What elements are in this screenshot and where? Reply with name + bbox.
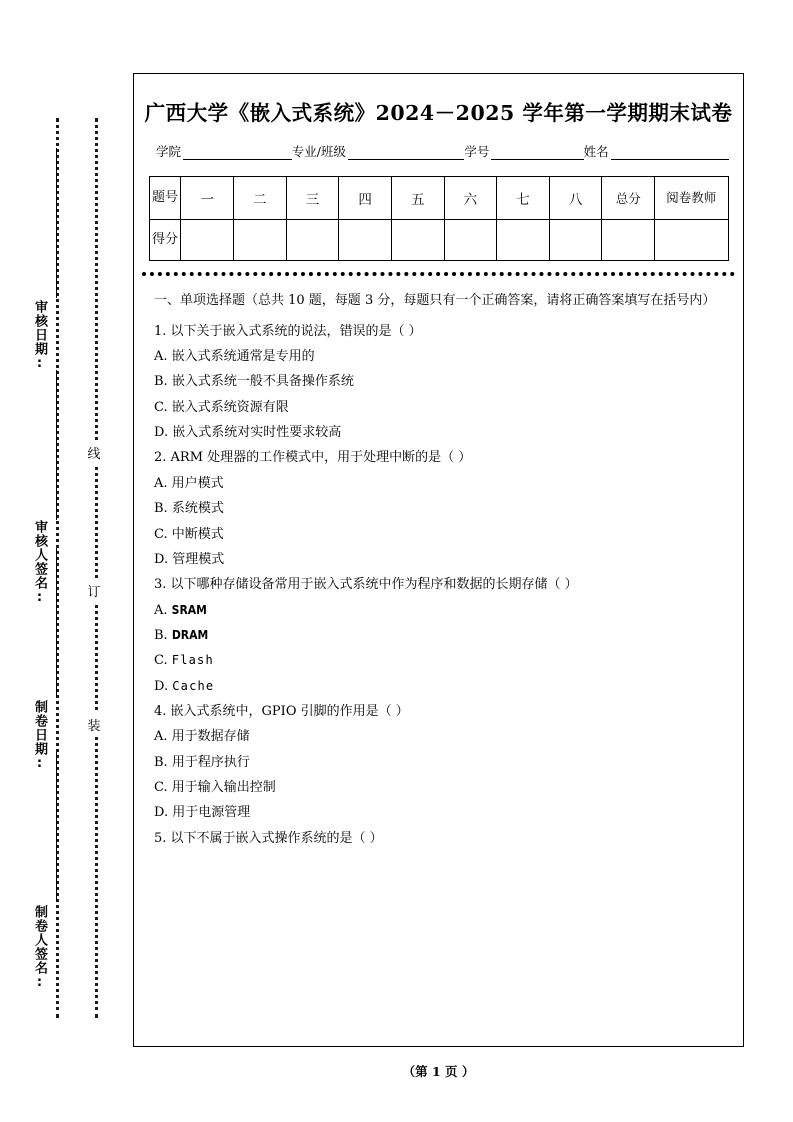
question-4-option-a[interactable] <box>154 724 723 749</box>
question-4-option-c[interactable] <box>154 775 723 800</box>
option-text: 用于程序执行 <box>171 754 250 770</box>
option-tag: A. <box>154 475 168 491</box>
field-label-name: 姓名 <box>583 144 609 159</box>
question-2 <box>154 445 723 470</box>
score-cell-1[interactable] <box>181 220 234 261</box>
option-text: 嵌入式系统一般不具备操作系统 <box>171 374 354 390</box>
question-4-text: 嵌入式系统中，GPIO 引脚的作用是（ ） <box>170 703 409 719</box>
field-input-college[interactable] <box>183 146 292 160</box>
score-table-rowhead-question: 题号 <box>149 177 181 220</box>
question-1-number: 1. <box>154 323 167 339</box>
score-cell-3[interactable] <box>286 220 339 261</box>
question-5 <box>154 826 723 851</box>
score-col-total: 总分 <box>602 177 655 220</box>
option-text: DRAM <box>171 627 209 642</box>
score-cell-teacher[interactable] <box>655 220 728 261</box>
score-col-3: 三 <box>286 177 339 220</box>
question-1-option-a[interactable] <box>154 344 723 369</box>
option-text: 嵌入式系统对实时性要求较高 <box>172 425 342 441</box>
question-1-option-c[interactable] <box>154 395 723 420</box>
question-3 <box>154 572 723 597</box>
question-2-option-a[interactable] <box>154 471 723 496</box>
question-1-option-d[interactable] <box>154 420 723 445</box>
question-3-option-b[interactable] <box>154 623 723 648</box>
option-text: Cache <box>172 678 215 693</box>
margin-label-reviewer-signature: 审核人签名: <box>32 520 47 606</box>
margin-label-production-date: 制卷日期: <box>32 700 47 772</box>
question-5-number: 5. <box>154 830 167 846</box>
question-3-text: 以下哪种存储设备常用于嵌入式系统中作为程序和数据的长期存储（ ） <box>170 577 578 593</box>
option-tag: C. <box>154 526 168 542</box>
section-divider <box>142 272 735 276</box>
signature-rule-1 <box>56 148 57 298</box>
option-tag: C. <box>154 779 168 795</box>
option-tag: D. <box>154 805 169 821</box>
option-text: 系统模式 <box>171 501 224 517</box>
option-tag: D. <box>154 425 169 441</box>
question-1 <box>154 319 723 344</box>
option-tag: A. <box>154 349 168 365</box>
question-2-number: 2. <box>154 450 167 466</box>
question-5-text: 以下不属于嵌入式操作系统的是（ ） <box>170 830 383 846</box>
option-tag: B. <box>154 374 168 390</box>
question-1-option-b[interactable] <box>154 369 723 394</box>
question-3-option-d[interactable] <box>154 674 723 699</box>
question-3-number: 3. <box>154 577 167 593</box>
question-4 <box>154 699 723 724</box>
option-text: Flash <box>171 653 214 668</box>
score-cell-4[interactable] <box>339 220 392 261</box>
field-label-major-class: 专业/班级 <box>291 144 346 159</box>
seal-char-line: 线 <box>86 440 102 465</box>
question-3-option-a[interactable] <box>154 598 723 623</box>
question-3-option-c[interactable] <box>154 648 723 673</box>
score-cell-7[interactable] <box>497 220 550 261</box>
signature-rule-2 <box>56 370 57 520</box>
signature-rule-4 <box>56 752 57 902</box>
score-col-4: 四 <box>339 177 392 220</box>
score-col-6: 六 <box>444 177 497 220</box>
seal-char-bind: 订 <box>86 578 102 603</box>
option-tag: B. <box>154 627 168 643</box>
option-text: 用于输入输出控制 <box>171 779 276 795</box>
page-number-label: （第 1 页 ） <box>402 1064 475 1079</box>
option-text: 用于电源管理 <box>172 805 251 821</box>
option-text: 嵌入式系统通常是专用的 <box>171 349 315 365</box>
score-table <box>149 176 729 261</box>
option-tag: B. <box>154 501 168 517</box>
score-cell-total[interactable] <box>602 220 655 261</box>
question-2-option-b[interactable] <box>154 496 723 521</box>
exam-body <box>154 290 723 851</box>
option-text: 管理模式 <box>172 551 225 567</box>
field-input-student-id[interactable] <box>491 146 583 160</box>
seal-char-pack: 装 <box>86 712 102 737</box>
option-tag: C. <box>154 399 168 415</box>
score-col-grading-teacher: 阅卷教师 <box>655 177 728 220</box>
table-row-question-numbers <box>149 177 728 220</box>
page-footer <box>133 1062 744 1080</box>
student-identity-row <box>156 142 729 160</box>
option-text: 中断模式 <box>171 526 224 542</box>
page-title: 广西大学《嵌入式系统》2024－2025 学年第一学期期末试卷 <box>144 101 733 125</box>
question-1-text: 以下关于嵌入式系统的说法，错误的是（ ） <box>170 323 422 339</box>
question-2-option-c[interactable] <box>154 522 723 547</box>
option-tag: D. <box>154 678 169 694</box>
score-col-5: 五 <box>391 177 444 220</box>
question-2-text: ARM 处理器的工作模式中，用于处理中断的是（ ） <box>170 450 472 466</box>
seal-dotted-line-inner <box>95 118 98 1018</box>
score-col-2: 二 <box>234 177 287 220</box>
option-text: SRAM <box>171 602 207 617</box>
field-label-student-id: 学号 <box>464 144 490 159</box>
question-2-option-d[interactable] <box>154 547 723 572</box>
score-col-8: 八 <box>549 177 602 220</box>
question-4-number: 4. <box>154 703 167 719</box>
option-tag: D. <box>154 551 169 567</box>
field-input-major-class[interactable] <box>348 146 464 160</box>
score-col-7: 七 <box>497 177 550 220</box>
option-tag: A. <box>154 729 168 745</box>
signature-rule-3 <box>56 548 57 698</box>
option-tag: B. <box>154 754 168 770</box>
score-table-rowhead-score: 得分 <box>149 220 181 261</box>
score-cell-8[interactable] <box>549 220 602 261</box>
field-input-name[interactable] <box>611 146 729 160</box>
option-text: 嵌入式系统资源有限 <box>171 399 289 415</box>
option-text: 用于数据存储 <box>171 729 250 745</box>
field-label-college: 学院 <box>156 144 182 159</box>
score-cell-6[interactable] <box>444 220 497 261</box>
question-4-option-b[interactable] <box>154 750 723 775</box>
question-4-option-d[interactable] <box>154 800 723 825</box>
margin-label-producer-signature: 制卷人签名: <box>32 905 47 991</box>
exam-paper-frame <box>133 73 744 1047</box>
score-cell-2[interactable] <box>234 220 287 261</box>
margin-label-review-date: 审核日期: <box>32 300 47 372</box>
section-heading: 一、单项选择题（总共 10 题，每题 3 分，每题只有一个正确答案，请将正确答案填写在括号内） <box>154 293 716 308</box>
binding-margin <box>0 0 133 1122</box>
score-col-1: 一 <box>181 177 234 220</box>
table-row-scores <box>149 220 728 261</box>
score-cell-5[interactable] <box>391 220 444 261</box>
option-text: 用户模式 <box>171 475 224 491</box>
option-tag: C. <box>154 653 168 669</box>
option-tag: A. <box>154 602 168 618</box>
